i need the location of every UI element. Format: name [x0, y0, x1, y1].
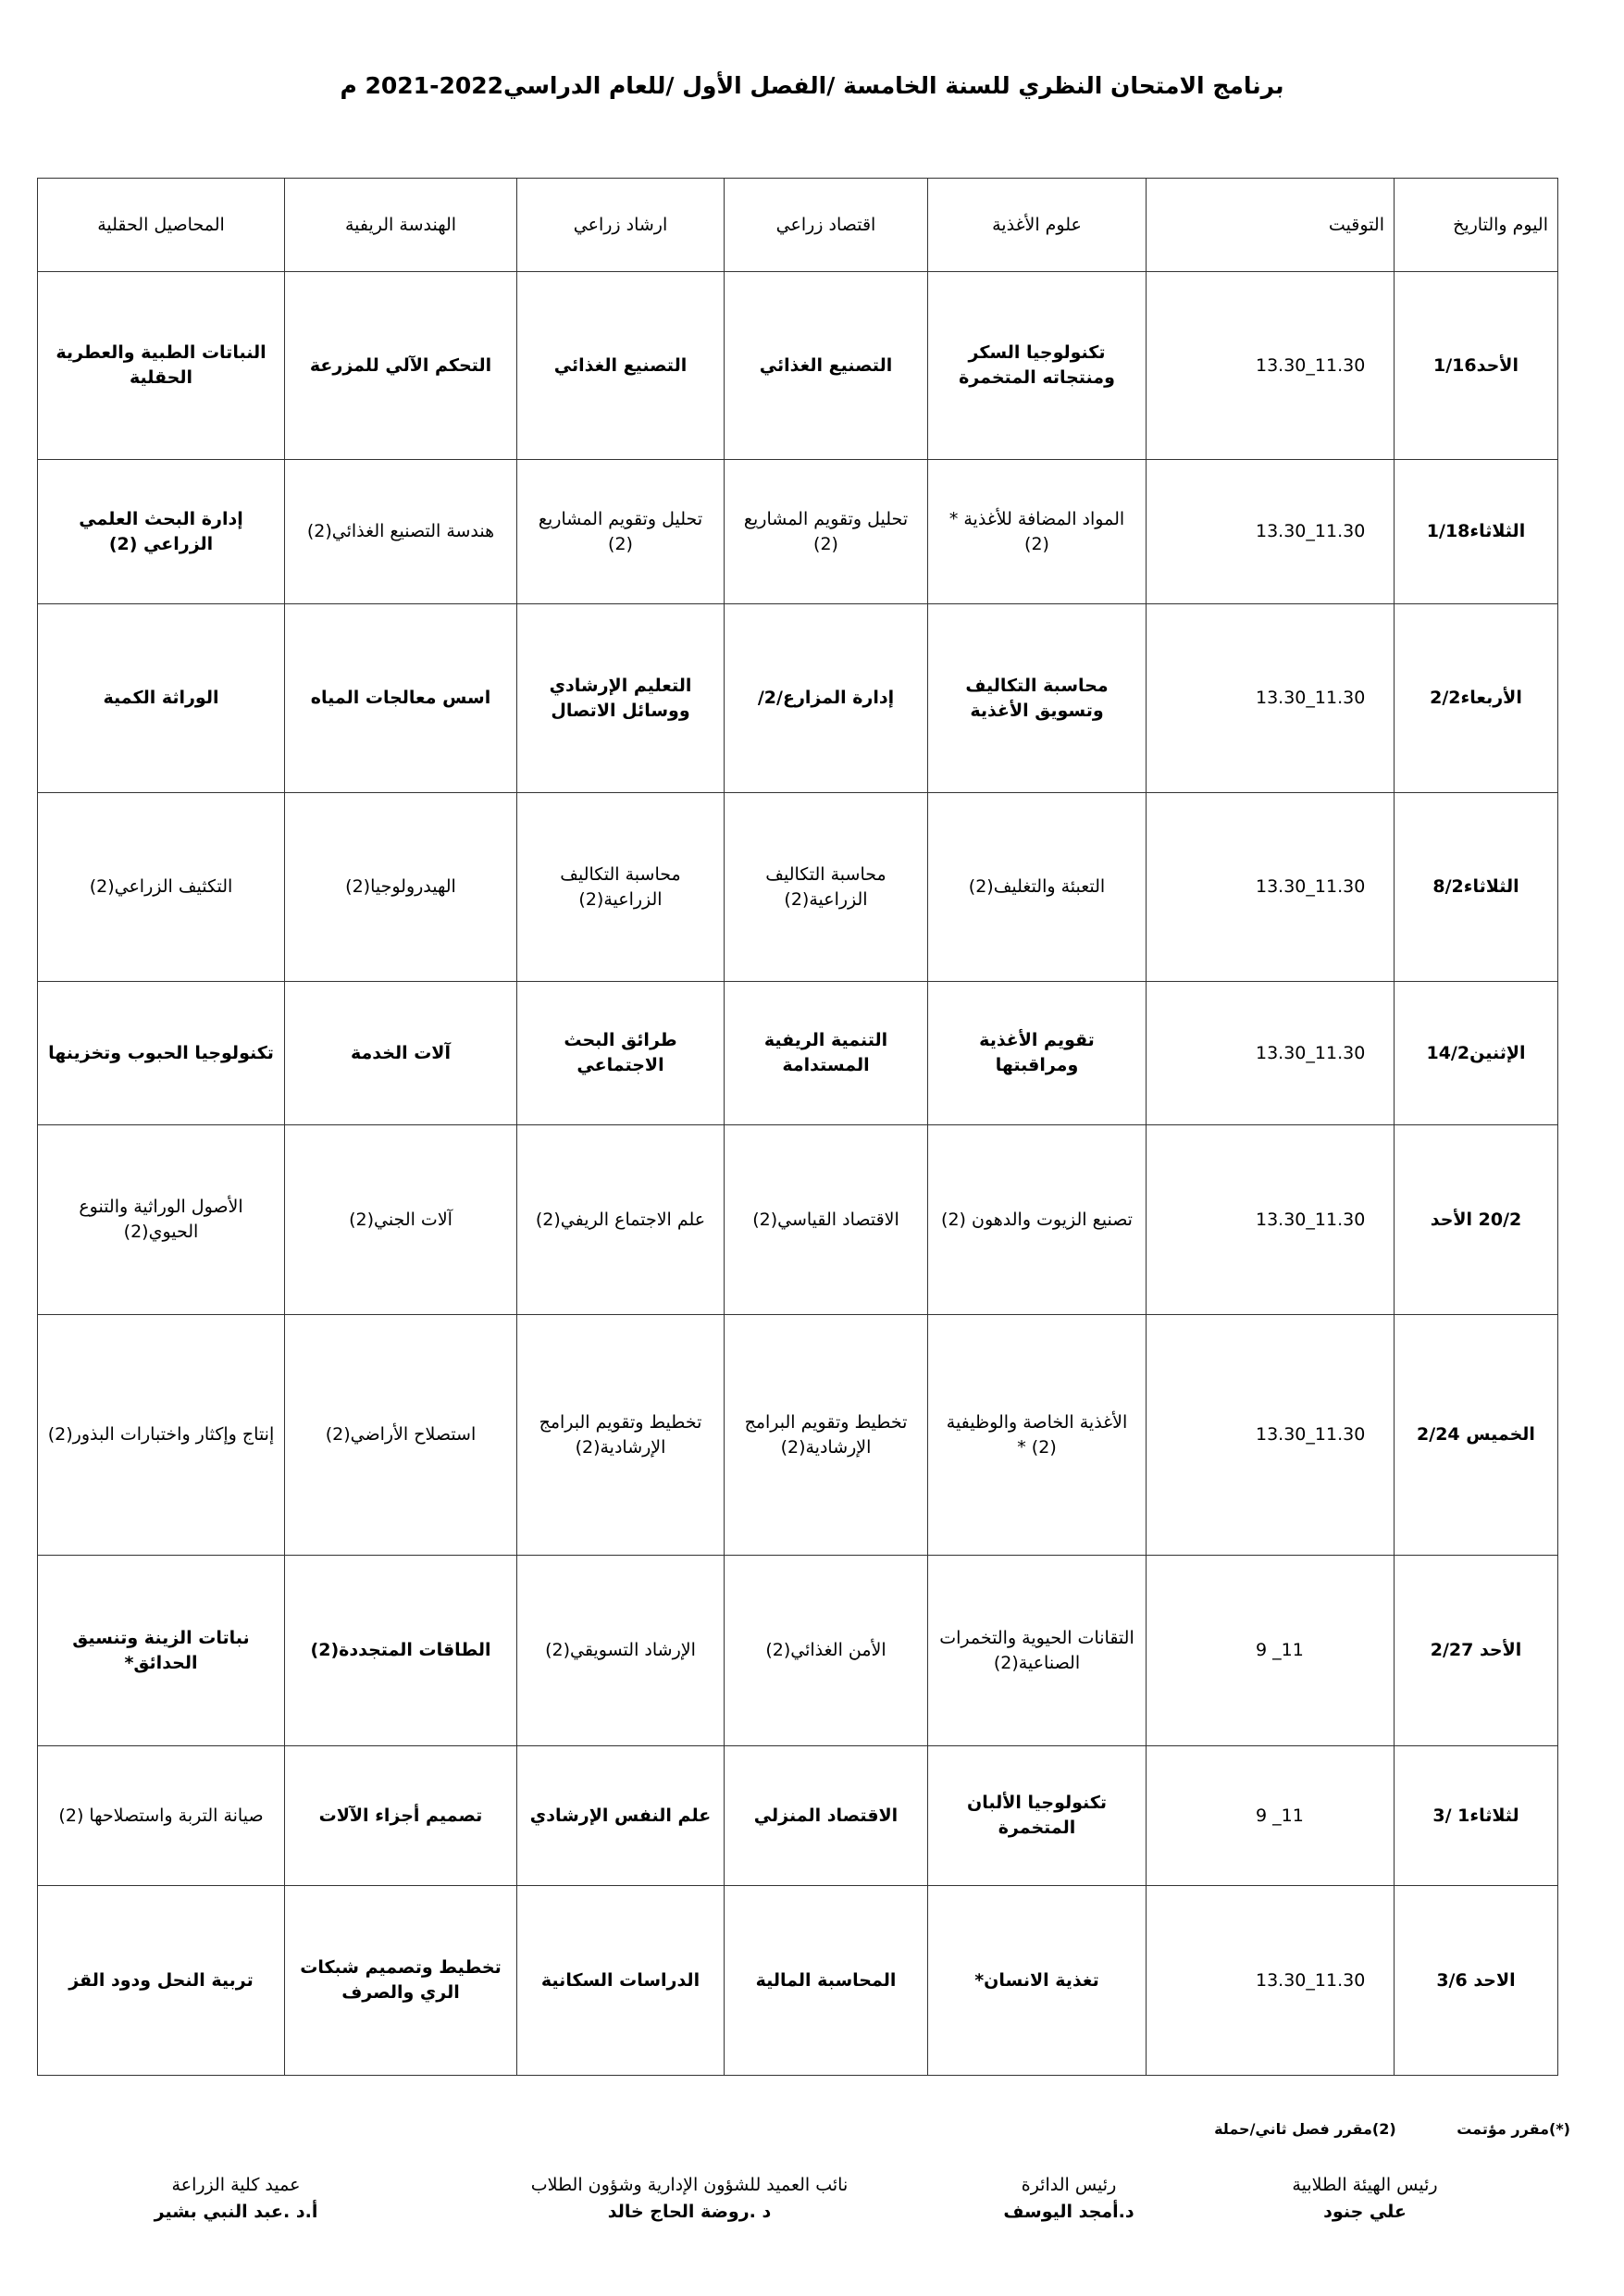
exam-date: الأربعاء2/2 — [1395, 604, 1558, 793]
table-row — [38, 793, 1558, 982]
course-agri-economics: محاسبة التكاليف الزراعية(2) — [725, 793, 928, 982]
course-field-crops: نباتات الزينة وتنسيق الحدائق* — [38, 1556, 285, 1746]
table-row — [38, 460, 1558, 604]
course-food-science: التعبئة والتغليف(2) — [928, 793, 1147, 982]
course-field-crops: تربية النحل ودود القز — [38, 1886, 285, 2076]
table-row — [38, 1125, 1558, 1315]
course-food-science: المواد المضافة للأغذية * (2) — [928, 460, 1147, 604]
footnote-automated: (*)مقرر مؤتمت — [1457, 2120, 1570, 2138]
course-agri-extension: تخطيط وتقويم البرامج الإرشادية(2) — [517, 1315, 725, 1556]
exam-time: 13.30_11.30 — [1147, 793, 1395, 982]
header-agri-extension: ارشاد زراعي — [517, 179, 725, 272]
course-rural-engineering: تصميم أجزاء الآلات — [285, 1746, 517, 1886]
course-agri-extension: التعليم الإرشادي ووسائل الاتصال — [517, 604, 725, 793]
header-date: اليوم والتاريخ — [1395, 179, 1558, 272]
course-agri-economics: إدارة المزارع/2/ — [725, 604, 928, 793]
exam-time: 13.30_11.30 — [1147, 460, 1395, 604]
header-food-science: علوم الأغذية — [928, 179, 1147, 272]
course-food-science: التقانات الحيوية والتخمرات الصناعية(2) — [928, 1556, 1147, 1746]
course-agri-economics: التنمية الريفية المستدامة — [725, 982, 928, 1125]
course-field-crops: التكثيف الزراعي(2) — [38, 793, 285, 982]
signature-student-body — [1226, 2172, 1504, 2225]
course-agri-extension: محاسبة التكاليف الزراعية(2) — [517, 793, 725, 982]
table-row — [38, 604, 1558, 793]
exam-time: 13.30_11.30 — [1147, 1315, 1395, 1556]
course-agri-extension: التصنيع الغذائي — [517, 272, 725, 460]
header-row — [38, 179, 1558, 272]
footnote — [1159, 2120, 1570, 2138]
table-row — [38, 272, 1558, 460]
course-agri-economics: تخطيط وتقويم البرامج الإرشادية(2) — [725, 1315, 928, 1556]
course-agri-economics: تحليل وتقويم المشاريع (2) — [725, 460, 928, 604]
course-food-science: تقويم الأغذية ومراقبتها — [928, 982, 1147, 1125]
exam-time: 13.30_11.30 — [1147, 1886, 1395, 2076]
course-agri-extension: تحليل وتقويم المشاريع (2) — [517, 460, 725, 604]
course-rural-engineering: آلات الجني(2) — [285, 1125, 517, 1315]
course-field-crops: الأصول الوراثية والتنوع الحيوي(2) — [38, 1125, 285, 1315]
header-agri-economics: اقتصاد زراعي — [725, 179, 928, 272]
exam-date: الأحد1/16 — [1395, 272, 1558, 460]
header-field-crops: المحاصيل الحقلية — [38, 179, 285, 272]
header-time: التوقيت — [1147, 179, 1395, 272]
signature-department-head — [948, 2172, 1189, 2225]
signature-name: د .روضة الحاج خالد — [607, 2201, 772, 2222]
exam-date: الأحد 2/27 — [1395, 1556, 1558, 1746]
header-rural-engineering: الهندسة الريفية — [285, 179, 517, 272]
course-agri-economics: الأمن الغذائي(2) — [725, 1556, 928, 1746]
footnote-second-semester: (2)مقرر فصل ثاني/حملة — [1214, 2120, 1396, 2138]
course-food-science: الأغذية الخاصة والوظيفية (2) * — [928, 1315, 1147, 1556]
exam-date: الإثنين14/2 — [1395, 982, 1558, 1125]
exam-time: 13.30_11.30 — [1147, 982, 1395, 1125]
course-agri-extension: الدراسات السكانية — [517, 1886, 725, 2076]
signature-name: أ.د .عبد النبي بشير — [154, 2201, 318, 2222]
exam-date: 20/2 الأحد — [1395, 1125, 1558, 1315]
signature-role: رئيس الهيئة الطلابية — [1292, 2175, 1438, 2195]
table-row — [38, 1315, 1558, 1556]
course-rural-engineering: تخطيط وتصميم شبكات الري والصرف — [285, 1886, 517, 2076]
table-row — [38, 1886, 1558, 2076]
course-food-science: تغذية الانسان* — [928, 1886, 1147, 2076]
exam-time: 13.30_11.30 — [1147, 1125, 1395, 1315]
table-row — [38, 1556, 1558, 1746]
signature-role: عميد كلية الزراعة — [171, 2175, 301, 2195]
table-row — [38, 982, 1558, 1125]
course-field-crops: إدارة البحث العلمي الزراعي (2) — [38, 460, 285, 604]
exam-date: لثلاثاء1 /3 — [1395, 1746, 1558, 1886]
course-food-science: تصنيع الزيوت والدهون (2) — [928, 1125, 1147, 1315]
course-rural-engineering: استصلاح الأراضي(2) — [285, 1315, 517, 1556]
course-agri-extension: علم النفس الإرشادي — [517, 1746, 725, 1886]
signature-vice-dean — [495, 2172, 884, 2225]
course-field-crops: تكنولوجيا الحبوب وتخزينها — [38, 982, 285, 1125]
course-rural-engineering: اسس معالجات المياه — [285, 604, 517, 793]
exam-date: الثلاثاء1/18 — [1395, 460, 1558, 604]
signature-name: علي جنود — [1323, 2201, 1407, 2222]
exam-time: 9 _11 — [1147, 1746, 1395, 1886]
course-rural-engineering: الطاقات المتجددة(2) — [285, 1556, 517, 1746]
signature-role: رئيس الدائرة — [1021, 2175, 1117, 2195]
course-agri-extension: الإرشاد التسويقي(2) — [517, 1556, 725, 1746]
course-field-crops: إنتاج وإكثار واختبارات البذور(2) — [38, 1315, 285, 1556]
course-rural-engineering: الهيدرولوجيا(2) — [285, 793, 517, 982]
course-field-crops: النباتات الطبية والعطرية الحقلية — [38, 272, 285, 460]
course-food-science: تكنولوجيا الألبان المتخمرة — [928, 1746, 1147, 1886]
signature-dean — [134, 2172, 338, 2225]
course-rural-engineering: هندسة التصنيع الغذائي(2) — [285, 460, 517, 604]
course-agri-extension: علم الاجتماع الريفي(2) — [517, 1125, 725, 1315]
signature-role: نائب العميد للشؤون الإدارية وشؤون الطلاب — [530, 2175, 849, 2195]
exam-time: 13.30_11.30 — [1147, 272, 1395, 460]
exam-date: الثلاثاء8/2 — [1395, 793, 1558, 982]
page-title: برنامج الامتحان النظري للسنة الخامسة /الفصل الأول /للعام الدراسي2022-2021 م — [340, 72, 1284, 99]
course-field-crops: الوراثة الكمية — [38, 604, 285, 793]
course-food-science: تكنولوجيا السكر ومنتجاته المتخمرة — [928, 272, 1147, 460]
exam-time: 13.30_11.30 — [1147, 604, 1395, 793]
course-agri-economics: التصنيع الغذائي — [725, 272, 928, 460]
table-row — [38, 1746, 1558, 1886]
course-food-science: محاسبة التكاليف وتسويق الأغذية — [928, 604, 1147, 793]
course-agri-economics: المحاسبة المالية — [725, 1886, 928, 2076]
course-rural-engineering: التحكم الآلي للمزرعة — [285, 272, 517, 460]
course-rural-engineering: آلات الخدمة — [285, 982, 517, 1125]
course-agri-economics: الاقتصاد المنزلي — [725, 1746, 928, 1886]
exam-date: الاحد 3/6 — [1395, 1886, 1558, 2076]
course-agri-economics: الاقتصاد القياسي(2) — [725, 1125, 928, 1315]
course-field-crops: صيانة التربة واستصلاحها (2) — [38, 1746, 285, 1886]
course-agri-extension: طرائق البحث الاجتماعي — [517, 982, 725, 1125]
exam-date: الخميس 2/24 — [1395, 1315, 1558, 1556]
signature-name: د.أمجد اليوسف — [1003, 2201, 1134, 2222]
exam-time: 9 _11 — [1147, 1556, 1395, 1746]
exam-schedule-table — [37, 178, 1558, 2076]
